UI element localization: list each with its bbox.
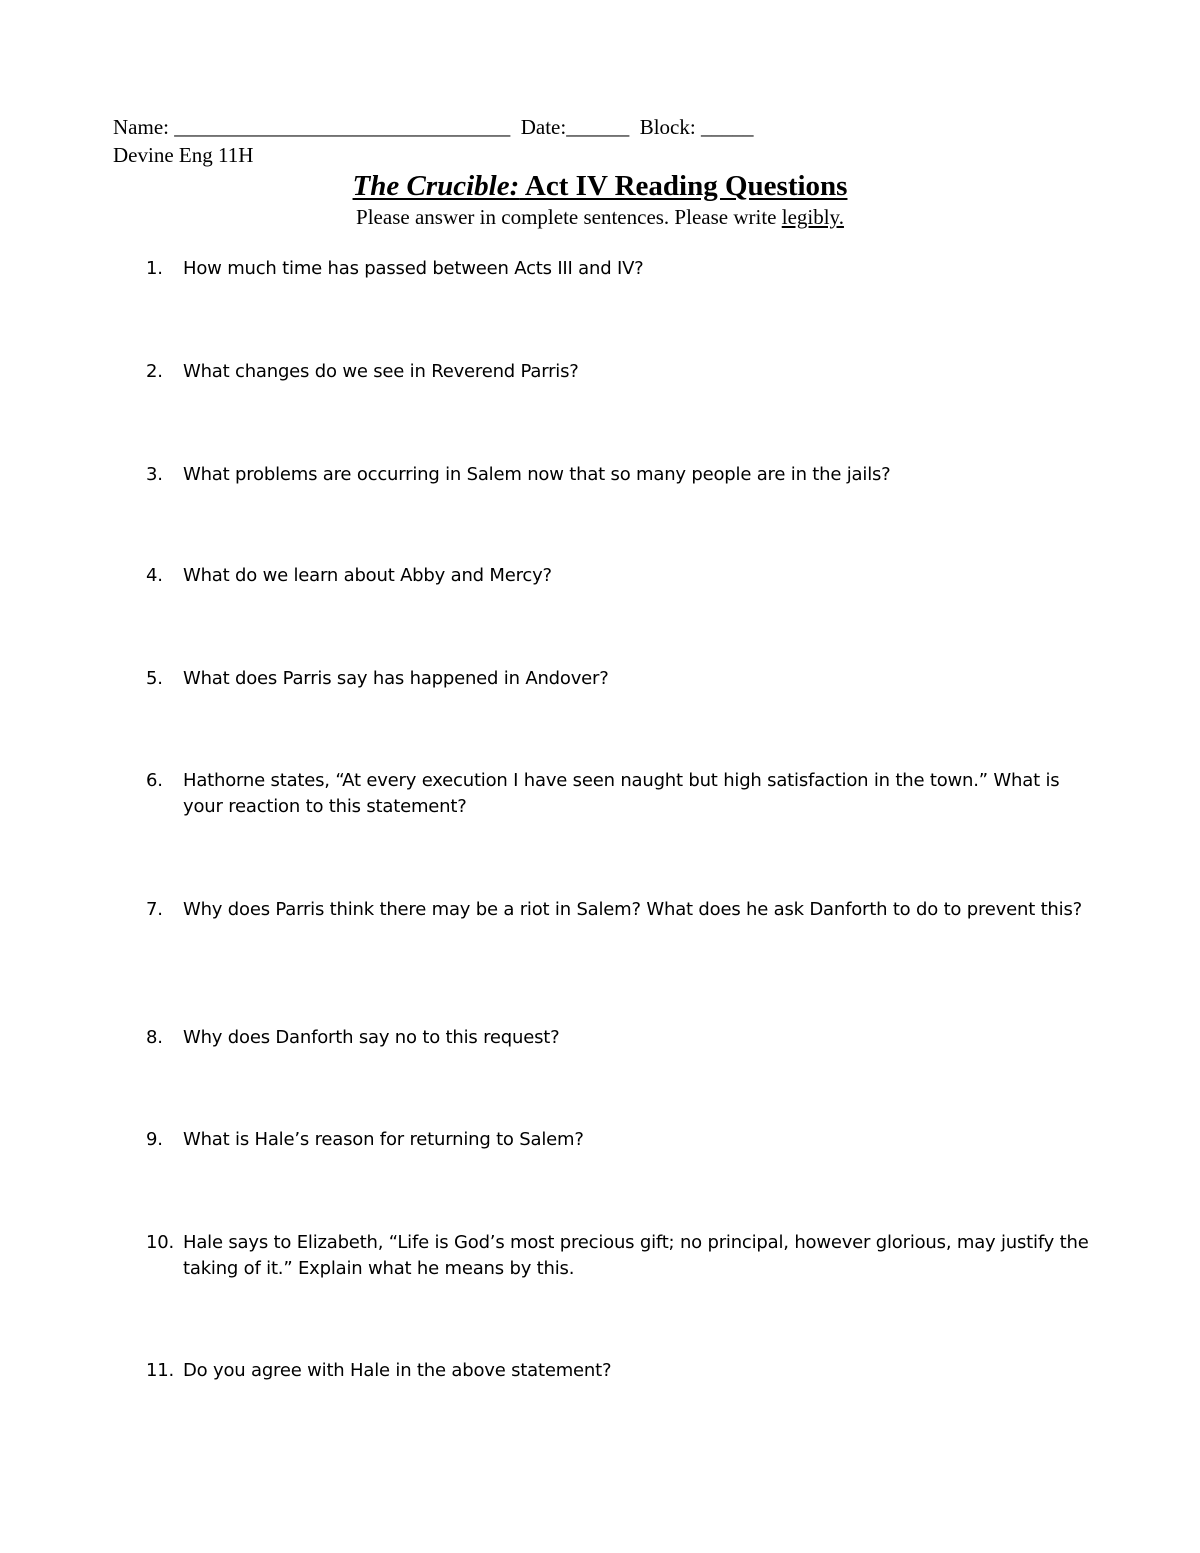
question-text: Why does Parris think there may be a riot in Salem? What does he ask Danforth to do to prevent this? <box>183 899 1082 920</box>
course-label: Devine Eng 11H <box>113 143 254 167</box>
question-text: What do we learn about Abby and Mercy? <box>183 565 552 586</box>
question-number: 1. <box>146 258 163 279</box>
question-text: Hathorne states, “At every execution I have seen naught but high satisfaction in the town.” What is your reaction to this statement? <box>183 770 1060 817</box>
question-text: What changes do we see in Reverend Parris? <box>183 361 579 382</box>
instructions <box>0 204 1200 230</box>
question-number: 5. <box>146 668 163 689</box>
question-text: What does Parris say has happened in Andover? <box>183 668 609 689</box>
question-text: What problems are occurring in Salem now that so many people are in the jails? <box>183 464 891 485</box>
instructions-emphasis: legibly. <box>781 205 844 229</box>
question-text: Hale says to Elizabeth, “Life is God’s most precious gift; no principal, however glorious, may justify the taking of it.” Explain what he means by this. <box>183 1232 1089 1279</box>
instructions-text: Please answer in complete sentences. Please write <box>356 205 782 229</box>
name-date-block-line: Name: ________________________________ Date:______ Block: _____ <box>113 115 754 139</box>
title-rest: Act IV Reading Questions <box>519 170 848 202</box>
question-number: 9. <box>146 1129 163 1150</box>
question-text: Do you agree with Hale in the above statement? <box>183 1360 612 1381</box>
question-number: 10. <box>146 1232 175 1253</box>
question-number: 11. <box>146 1360 175 1381</box>
question-number: 8. <box>146 1027 163 1048</box>
question-number: 7. <box>146 899 163 920</box>
page-title <box>0 168 1200 204</box>
question-number: 3. <box>146 464 163 485</box>
question-text: What is Hale’s reason for returning to Salem? <box>183 1129 584 1150</box>
question-number: 2. <box>146 361 163 382</box>
question-text: How much time has passed between Acts III and IV? <box>183 258 644 279</box>
title-book-name: The Crucible: <box>352 170 520 202</box>
question-text: Why does Danforth say no to this request? <box>183 1027 560 1048</box>
question-number: 6. <box>146 770 163 791</box>
question-number: 4. <box>146 565 163 586</box>
page-title-underlined <box>353 170 848 202</box>
